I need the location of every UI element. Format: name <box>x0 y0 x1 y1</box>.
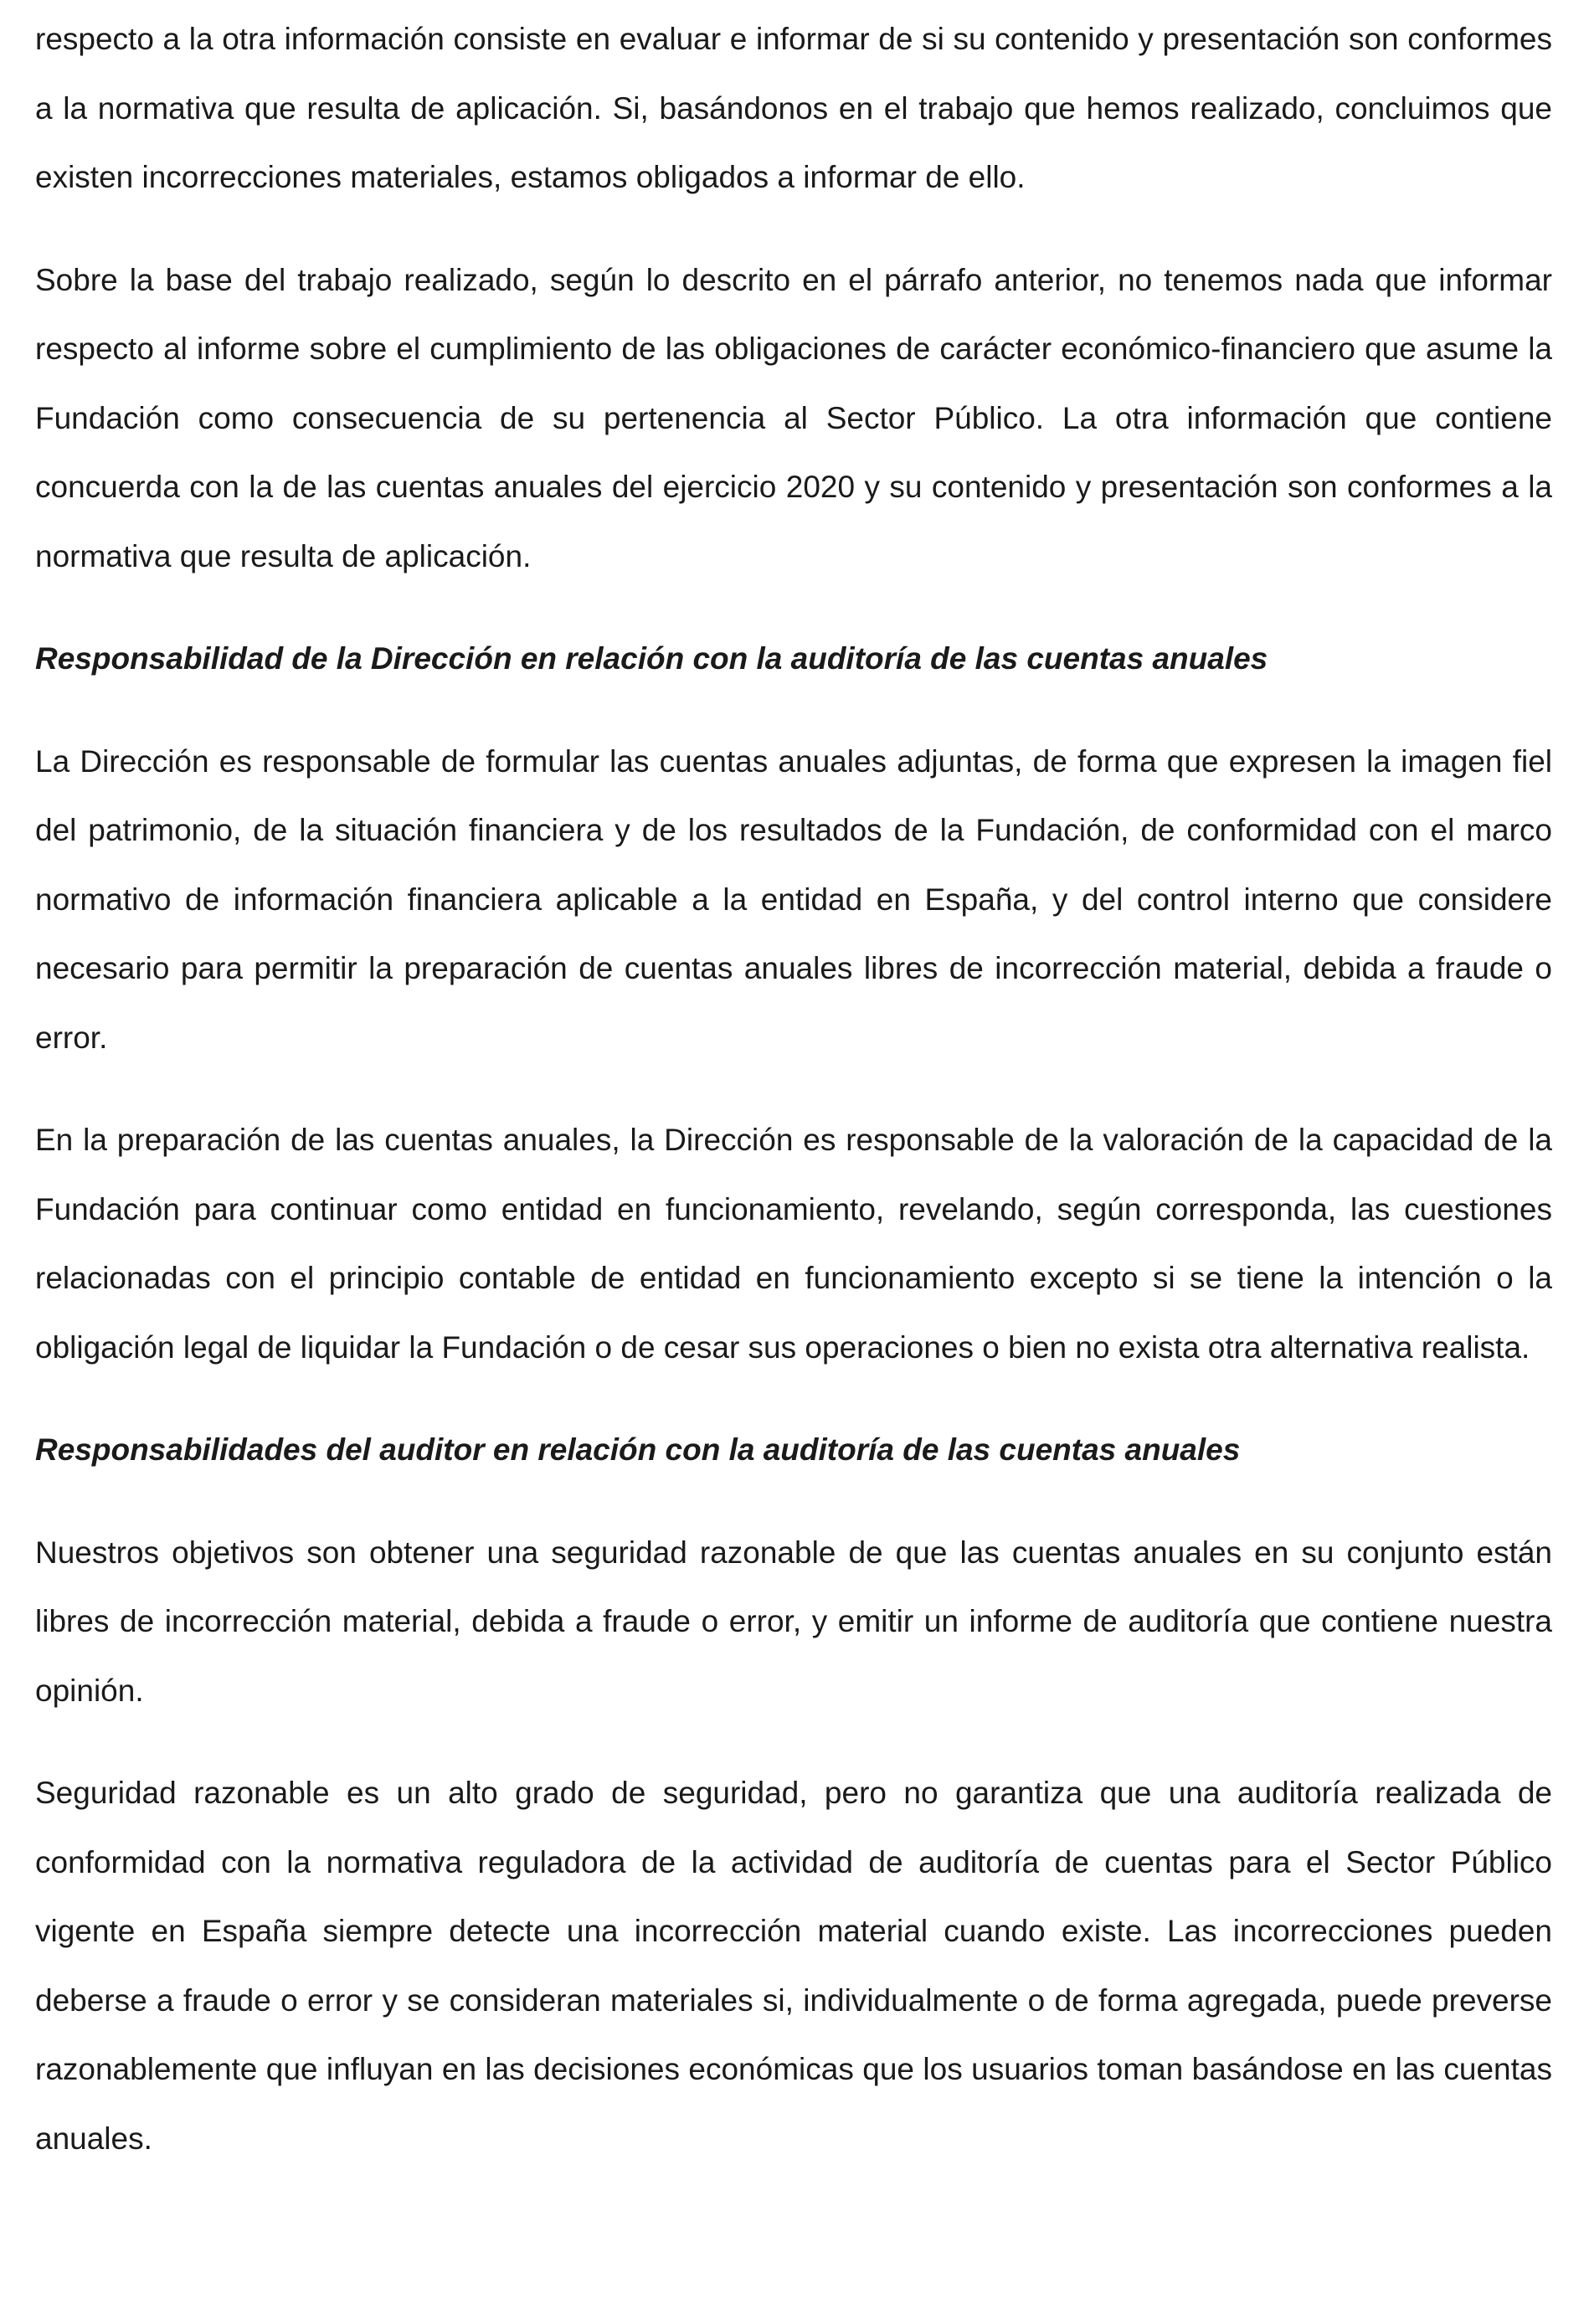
paragraph-objetivos-auditor: Nuestros objetivos son obtener una seguridad razonable de que las cuentas anuales en su conjunto están libres de incorrección material, debida a fraude o error, y emitir un informe de auditoría que contiene nuestra opinión. <box>35 1535 1552 1708</box>
section-heading-responsabilidad-direccion: Responsabilidad de la Dirección en relación con la auditoría de las cuentas anuales <box>35 641 1268 676</box>
paragraph-otra-informacion-continued: respecto a la otra información consiste en evaluar e informar de si su contenido y presentación son conformes a la normativa que resulta de aplicación. Si, basándonos en el trabajo que hemos realizado, concluimos que existen incorrecciones materiales, estamos obligados a informar de ello. <box>35 22 1552 194</box>
paragraph-seguridad-razonable: Seguridad razonable es un alto grado de seguridad, pero no garantiza que una auditoría realizada de conformidad con la normativa reguladora de la actividad de auditoría de cuentas para el Sector Público vigente en España siempre detecte una incorrección material cuando existe. Las incorrecciones pueden deberse a fraude o error y se consideran materiales si, individualmente o de forma agregada, puede preverse razonablemente que influyan en las decisiones económicas que los usuarios toman basándose en las cuentas anuales. <box>35 1776 1552 2156</box>
paragraph-conclusion-otra-informacion: Sobre la base del trabajo realizado, según lo descrito en el párrafo anterior, no tenemos nada que informar respecto al informe sobre el cumplimiento de las obligaciones de carácter económico-financiero que asume la Fundación como consecuencia de su pertenencia al Sector Público. La otra información que contiene concuerda con la de las cuentas anuales del ejercicio 2020 y su contenido y presentación son conformes a la normativa que resulta de aplicación. <box>35 262 1552 573</box>
paragraph-entidad-en-funcionamiento: En la preparación de las cuentas anuales, la Dirección es responsable de la valoración de la capacidad de la Fundación para continuar como entidad en funcionamiento, revelando, según corresponda, las cuestiones relacionadas con el principio contable de entidad en funcionamiento excepto si se tiene la intención o la obligación legal de liquidar la Fundación o de cesar sus operaciones o bien no exista otra alternativa realista. <box>35 1123 1552 1365</box>
paragraph-direccion-responsable: La Dirección es responsable de formular las cuentas anuales adjuntas, de forma que expresen la imagen fiel del patrimonio, de la situación financiera y de los resultados de la Fundación, de conformidad con el marco normativo de información financiera aplicable a la entidad en España, y del control interno que considere necesario para permitir la preparación de cuentas anuales libres de incorrección material, debida a fraude o error. <box>35 743 1552 1055</box>
section-heading-responsabilidades-auditor: Responsabilidades del auditor en relación con la auditoría de las cuentas anuales <box>35 1432 1241 1467</box>
document-page <box>35 5 1552 2207</box>
